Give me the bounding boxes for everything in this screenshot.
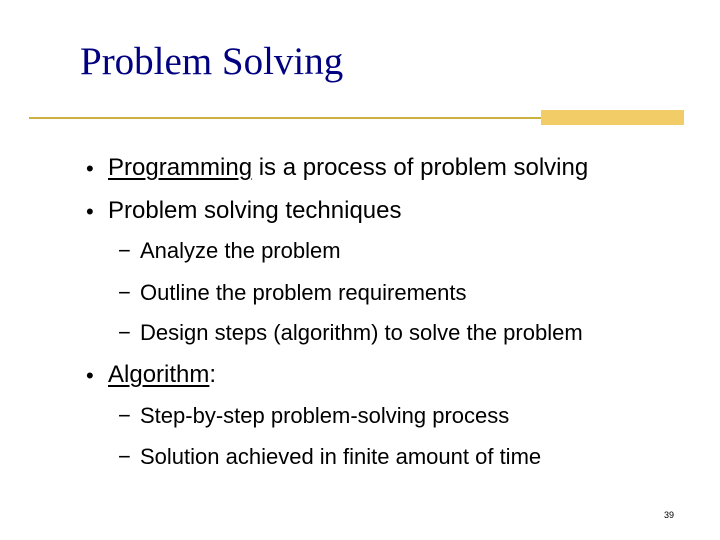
page-number: 39 <box>664 510 675 520</box>
bullet-item-algorithm <box>108 363 216 387</box>
bullet-marker: • <box>86 156 94 181</box>
sub-item-design-steps: Design steps (algorithm) to solve the problem <box>140 320 583 345</box>
dash-marker: − <box>118 238 131 263</box>
dash-marker: − <box>118 444 131 469</box>
sub-item-step-by-step: Step-by-step problem-solving process <box>140 403 510 428</box>
dash-marker: − <box>118 403 131 428</box>
accent-bar <box>541 110 684 125</box>
bullet-item-programming <box>108 156 588 180</box>
title-rule <box>29 117 541 119</box>
sub-item-finite-time: Solution achieved in finite amount of time <box>140 444 542 469</box>
sub-item-analyze: Analyze the problem <box>140 238 341 263</box>
slide-title: Problem Solving <box>80 40 344 83</box>
bullet-marker: • <box>86 199 94 224</box>
term-algorithm: Algorithm <box>108 361 210 388</box>
bullet-text: : <box>209 361 217 388</box>
bullet-text: is a process of problem solving <box>252 154 589 181</box>
bullet-item-techniques: Problem solving techniques <box>108 197 402 224</box>
term-programming: Programming <box>108 154 253 181</box>
dash-marker: − <box>118 280 131 305</box>
dash-marker: − <box>118 320 131 345</box>
sub-item-outline: Outline the problem requirements <box>140 280 467 305</box>
bullet-marker: • <box>86 363 94 388</box>
